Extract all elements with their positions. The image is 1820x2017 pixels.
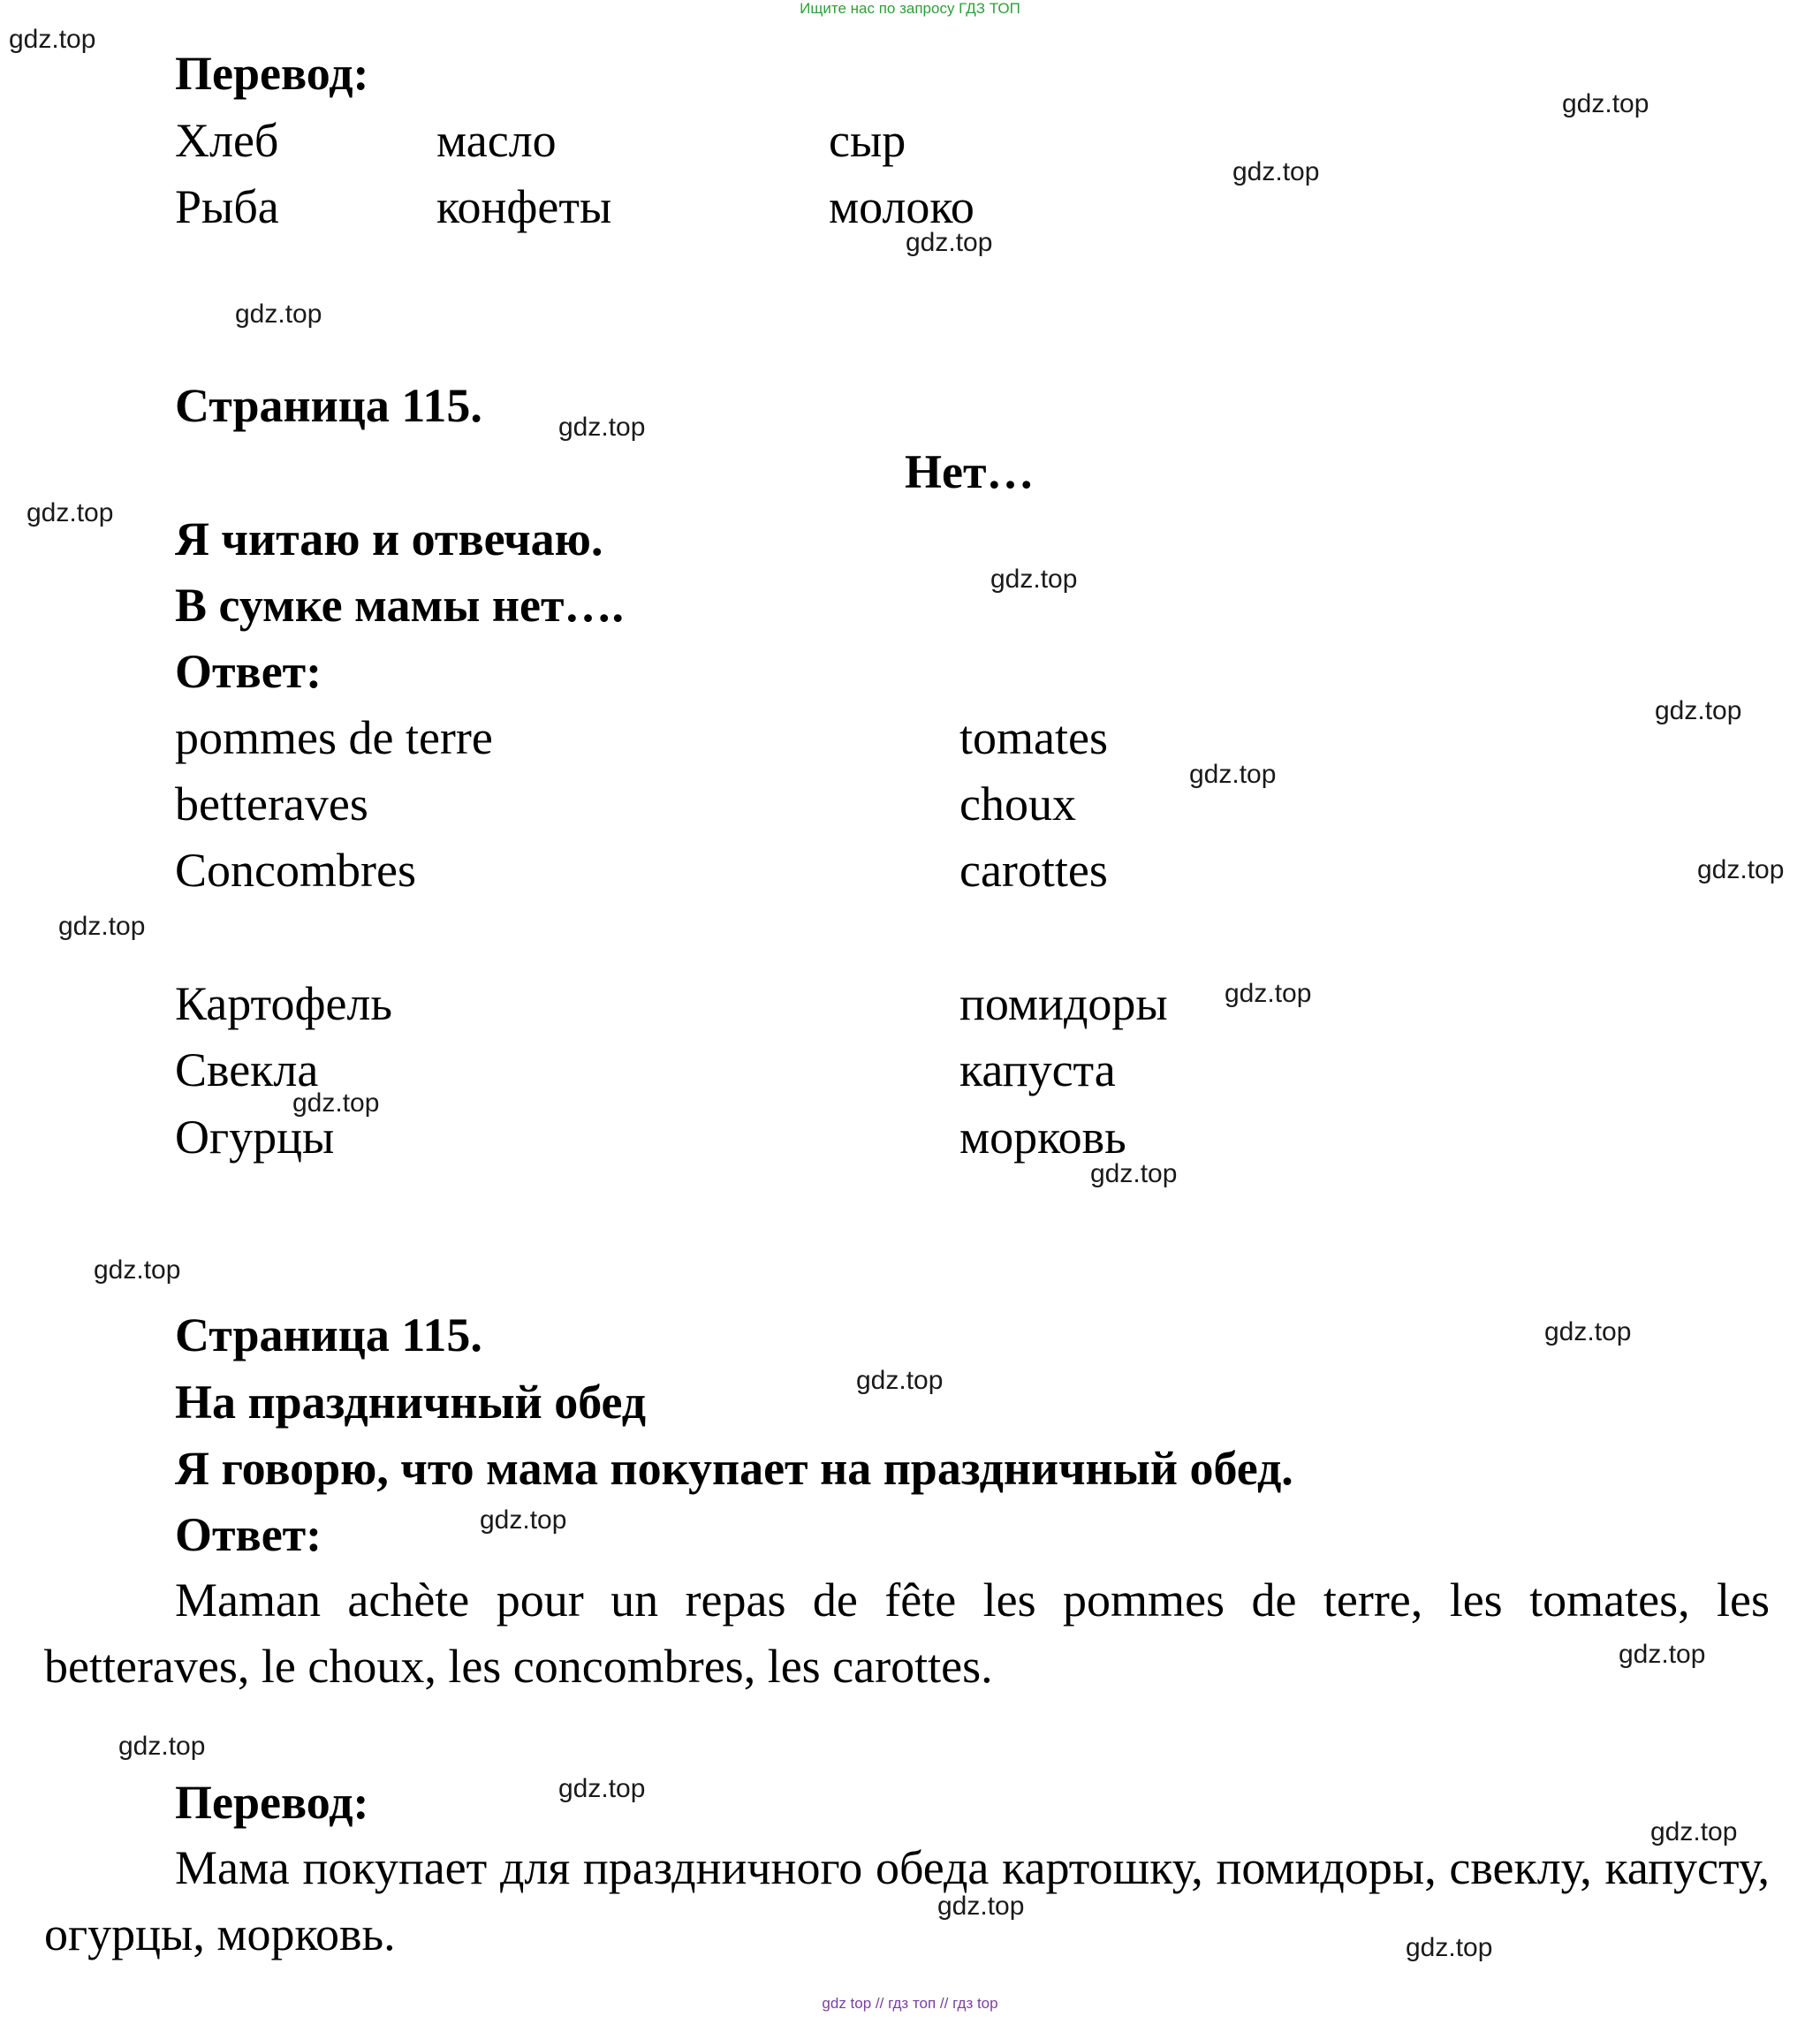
word-butter: масло [436,114,557,167]
russian-word: капуста [959,1043,1116,1096]
watermark: gdz.top [292,1088,380,1118]
answer-label: Ответ: [175,645,322,698]
answer-label-2: Ответ: [175,1508,322,1561]
watermark: gdz.top [9,25,96,54]
section-title-net: Нет… [905,445,1035,498]
watermark: gdz.top [1090,1159,1178,1188]
watermark: gdz.top [1232,157,1320,186]
french-word: betteraves [175,777,368,830]
watermark: gdz.top [558,413,646,442]
word-bread: Хлеб [175,114,279,167]
russian-word: помидоры [959,977,1168,1030]
watermark: gdz.top [990,565,1078,594]
watermark: gdz.top [58,912,146,941]
watermark: gdz.top [1189,760,1277,789]
russian-word: Картофель [175,977,392,1030]
watermark: gdz.top [1655,696,1742,725]
word-fish: Рыба [175,180,279,233]
translation-heading: Перевод: [175,47,369,100]
watermark: gdz.top [118,1732,206,1761]
russian-word: морковь [959,1111,1126,1164]
watermark: gdz.top [856,1366,944,1395]
watermark: gdz.top [1406,1933,1493,1962]
page-heading-2: Страница 115. [175,1308,482,1361]
watermark: gdz.top [937,1892,1025,1921]
french-word: choux [959,777,1076,830]
french-word: tomates [959,711,1108,764]
answer-paragraph: Maman achète pour un repas de fête les pommes de terre, les tomates, les betteraves, le choux, les concombres, les carottes. [44,1573,1770,1693]
french-word: carottes [959,844,1108,897]
subtask-heading: В сумке мамы нет…. [175,579,625,632]
watermark: gdz.top [1225,979,1312,1008]
word-candies: конфеты [436,180,612,233]
section-title-dinner: На праздничный обед [175,1376,647,1429]
watermark: gdz.top [558,1774,646,1803]
watermark: gdz.top [480,1505,567,1535]
watermark: gdz.top [1650,1817,1738,1846]
watermark: gdz.top [1544,1317,1632,1346]
russian-word: Огурцы [175,1111,335,1164]
watermark: gdz.top [1697,855,1785,884]
task-heading-2: Я говорю, что мама покупает на праздничный обед. [175,1442,1293,1495]
watermark: gdz.top [906,228,993,257]
russian-word: Свекла [175,1043,319,1096]
watermark: gdz.top [1562,89,1649,118]
translation-paragraph: Мама покупает для праздничного обеда картошку, помидоры, свеклу, капусту, огурцы, морковь. [44,1841,1770,1960]
watermark: gdz.top [235,300,322,329]
french-word: pommes de terre [175,711,493,764]
word-milk: молоко [829,180,974,233]
watermark: gdz.top [27,498,114,527]
bottom-banner: gdz top // гдз топ // гдз top [822,1995,998,2012]
word-cheese: сыр [829,114,906,167]
translation-label-2: Перевод: [175,1776,369,1829]
watermark: gdz.top [94,1255,181,1285]
french-word: Concombres [175,844,416,897]
watermark: gdz.top [1619,1640,1706,1669]
page-heading-1: Страница 115. [175,379,482,432]
task-heading: Я читаю и отвечаю. [175,512,603,565]
top-banner: Ищите нас по запросу ГДЗ ТОП [800,0,1020,17]
